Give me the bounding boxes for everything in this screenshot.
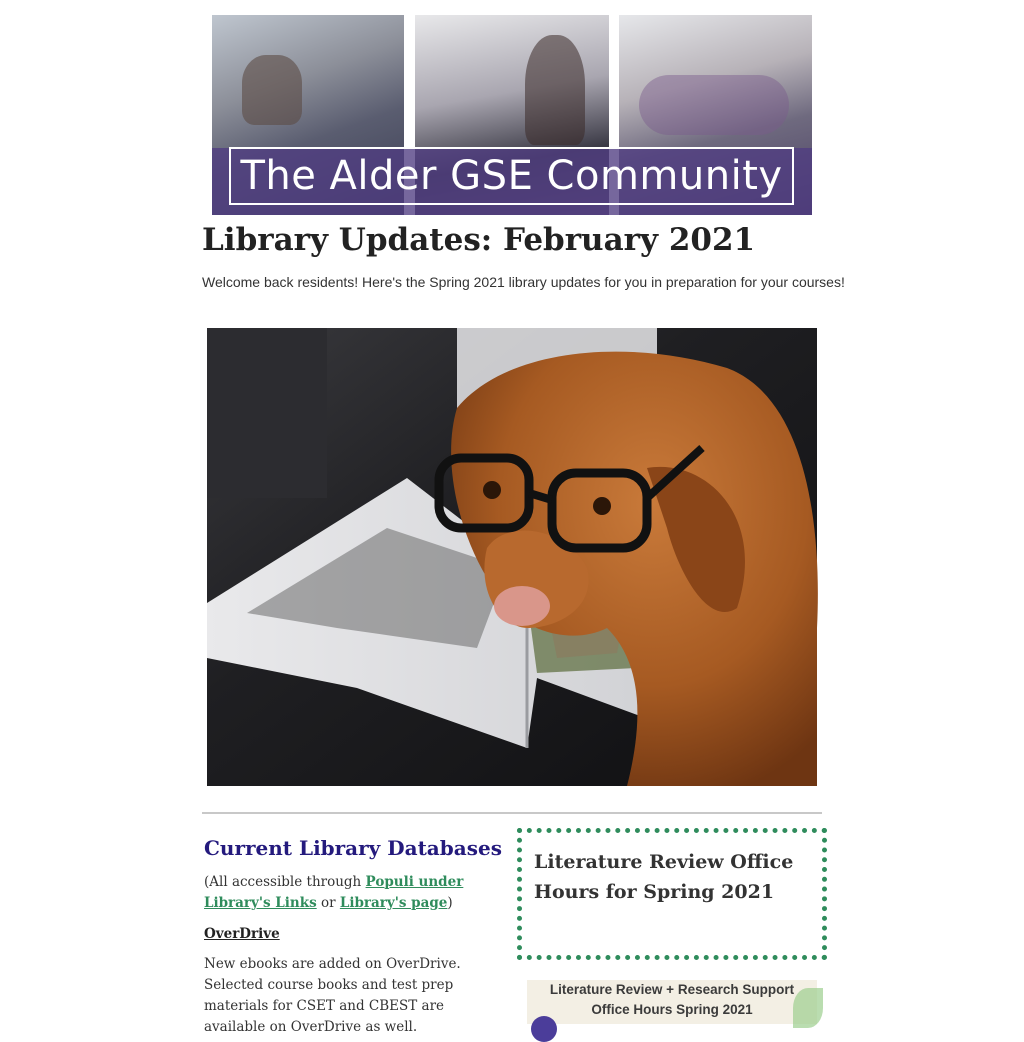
databases-access-note [204, 872, 504, 914]
office-hours-title: Literature Review Office Hours for Spring 2021 [534, 851, 794, 903]
page-title: Library Updates: February 2021 [202, 222, 756, 258]
hero-image [207, 328, 817, 786]
banner-title: The Alder GSE Community [240, 153, 783, 199]
intro-text: Welcome back residents! Here's the Spring 2021 library updates for you in preparation for your courses! [202, 274, 845, 290]
community-banner [212, 15, 812, 215]
populi-link[interactable]: Populi under Library's Links [204, 874, 464, 911]
overdrive-label: OverDrive [204, 926, 280, 942]
section-divider [202, 812, 822, 814]
banner-title-frame [229, 147, 794, 205]
flyer-line-1: Literature Review + Research Support [549, 982, 795, 997]
overdrive-description: New ebooks are added on OverDrive. Selected course books and test prep materials for CSET and CBEST are available on OverDrive as well. [204, 956, 461, 1035]
circle-icon [531, 1016, 557, 1042]
library-page-link[interactable]: Library's page [339, 895, 448, 911]
leaf-icon [793, 988, 823, 1028]
note-or: or [316, 895, 340, 911]
note-suffix: ) [447, 895, 453, 911]
flyer-line-2: Office Hours Spring 2021 [591, 1002, 753, 1017]
databases-heading: Current Library Databases [204, 836, 502, 860]
office-hours-box [517, 828, 827, 960]
note-prefix: (All accessible through [204, 874, 366, 890]
office-hours-flyer [527, 980, 817, 1024]
databases-section [204, 836, 504, 1038]
